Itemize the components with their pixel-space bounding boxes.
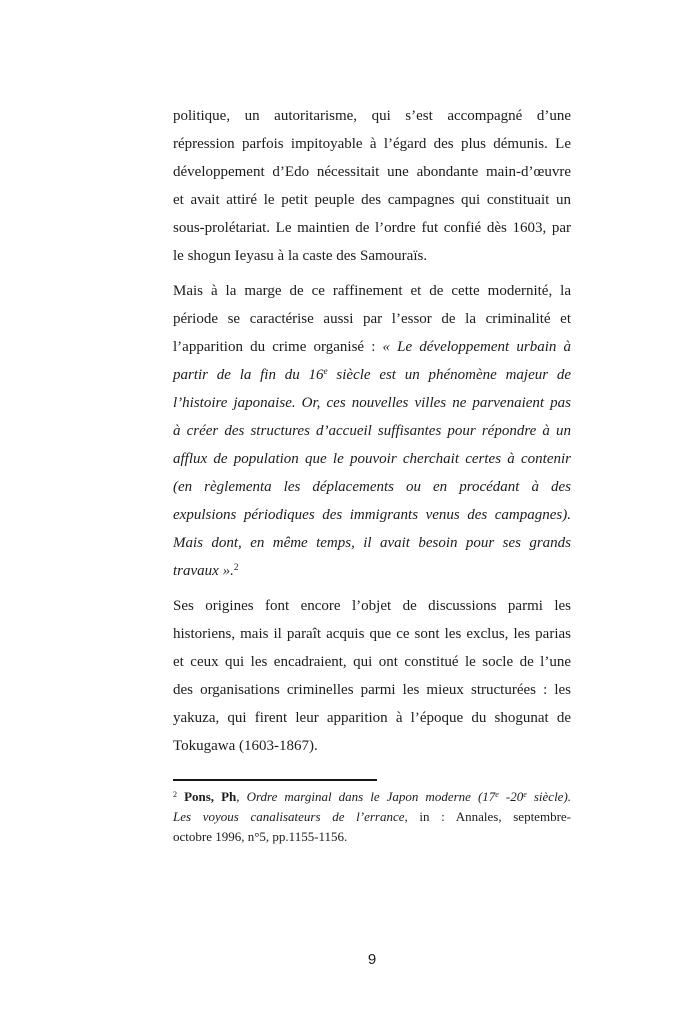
text-line: [173, 676, 571, 704]
text-line: [173, 807, 571, 827]
body-text: [173, 102, 571, 767]
text-segment: travaux ».: [173, 563, 234, 579]
text-segment: in : Annales, septembre-: [407, 809, 571, 824]
text-line: [173, 787, 571, 807]
text-segment: e: [523, 789, 527, 799]
text-segment: 2: [233, 562, 239, 573]
text-line: [173, 557, 571, 585]
text-line: [173, 186, 571, 214]
text-segment: Pons, Ph: [184, 789, 237, 804]
text-line: [173, 333, 571, 361]
text-line: [173, 529, 571, 557]
text-line: [173, 130, 571, 158]
text-segment: ,: [236, 789, 247, 804]
text-segment: e: [323, 366, 328, 377]
text-line: [173, 501, 571, 529]
text-segment: répression parfois impitoyable à l’égard des plus démunis. Le: [173, 136, 571, 152]
text-segment: octobre 1996, n°5, pp.1155-1156.: [173, 829, 348, 844]
paragraph: [173, 102, 571, 270]
text-segment: le shogun Ieyasu à la caste des Samouraïs.: [173, 248, 428, 264]
text-line: [173, 305, 571, 333]
text-segment: « Le développement urbain à: [382, 339, 571, 355]
text-segment: siècle est un phénomène majeur de: [327, 367, 571, 383]
text-line: [173, 277, 571, 305]
text-line: [173, 214, 571, 242]
text-line: [173, 732, 571, 760]
footnote: [173, 779, 571, 847]
text-line: [173, 620, 571, 648]
text-segment: l’apparition du crime organisé :: [173, 339, 383, 355]
footnote-separator: [173, 779, 377, 781]
text-segment: Ordre marginal dans le Japon moderne (17: [246, 789, 496, 804]
page-number: 9: [367, 951, 377, 968]
text-segment: sous-prolétariat. Le maintien de l’ordre fut confié dès 1603, par: [173, 220, 571, 236]
text-segment: -20: [498, 789, 524, 804]
text-line: [173, 389, 571, 417]
text-line: [173, 102, 571, 130]
text-segment: Mais à la marge de ce raffinement et de cette modernité, la: [173, 283, 571, 299]
text-line: [173, 648, 571, 676]
text-segment: politique, un autoritarisme, qui s’est accompagné d’une: [173, 108, 571, 124]
text-line: [173, 445, 571, 473]
text-segment: e: [495, 789, 499, 799]
text-segment: Mais dont, en même temps, il avait besoin pour ses grands: [173, 535, 571, 551]
footnote-text: [173, 787, 571, 847]
text-segment: siècle).: [526, 789, 572, 804]
text-segment: période se caractérise aussi par l’essor de la criminalité et: [173, 311, 571, 327]
text-line: [173, 704, 571, 732]
text-line: [173, 827, 571, 847]
text-line: [173, 158, 571, 186]
text-segment: yakuza, qui firent leur apparition à l’époque du shogunat de: [173, 710, 571, 726]
text-segment: historiens, mais il paraît acquis que ce sont les exclus, les parias: [173, 626, 571, 642]
text-segment: et avait attiré le petit peuple des campagnes qui constituait un: [173, 192, 571, 208]
text-line: [173, 242, 571, 270]
text-segment: et ceux qui les encadraient, qui ont constitué le socle de l’une: [173, 654, 571, 670]
text-segment: afflux de population que le pouvoir cherchait certes à contenir: [173, 451, 571, 467]
text-segment: l’histoire japonaise. Or, ces nouvelles villes ne parvenaient pas: [173, 395, 571, 411]
text-segment: développement d’Edo nécessitait une abondante main-d’œuvre: [173, 164, 571, 180]
text-segment: à créer des structures d’accueil suffisantes pour répondre à un: [173, 423, 571, 439]
paragraph: [173, 592, 571, 760]
text-line: [173, 361, 571, 389]
text-segment: Les voyous canalisateurs de l’errance,: [173, 809, 408, 824]
text-segment: des organisations criminelles parmi les mieux structurées : les: [173, 682, 571, 698]
text-line: [173, 473, 571, 501]
text-segment: Tokugawa (1603-1867).: [173, 738, 318, 754]
text-line: [173, 592, 571, 620]
text-segment: (en règlementa les déplacements ou en procédant à des: [173, 479, 571, 495]
text-segment: expulsions périodiques des immigrants venus des campagnes).: [173, 507, 571, 523]
paragraph: [173, 277, 571, 585]
text-segment: 2: [173, 789, 178, 799]
text-line: [173, 417, 571, 445]
text-segment: partir de la fin du 16: [173, 367, 324, 383]
text-segment: Ses origines font encore l’objet de discussions parmi les: [173, 598, 571, 614]
